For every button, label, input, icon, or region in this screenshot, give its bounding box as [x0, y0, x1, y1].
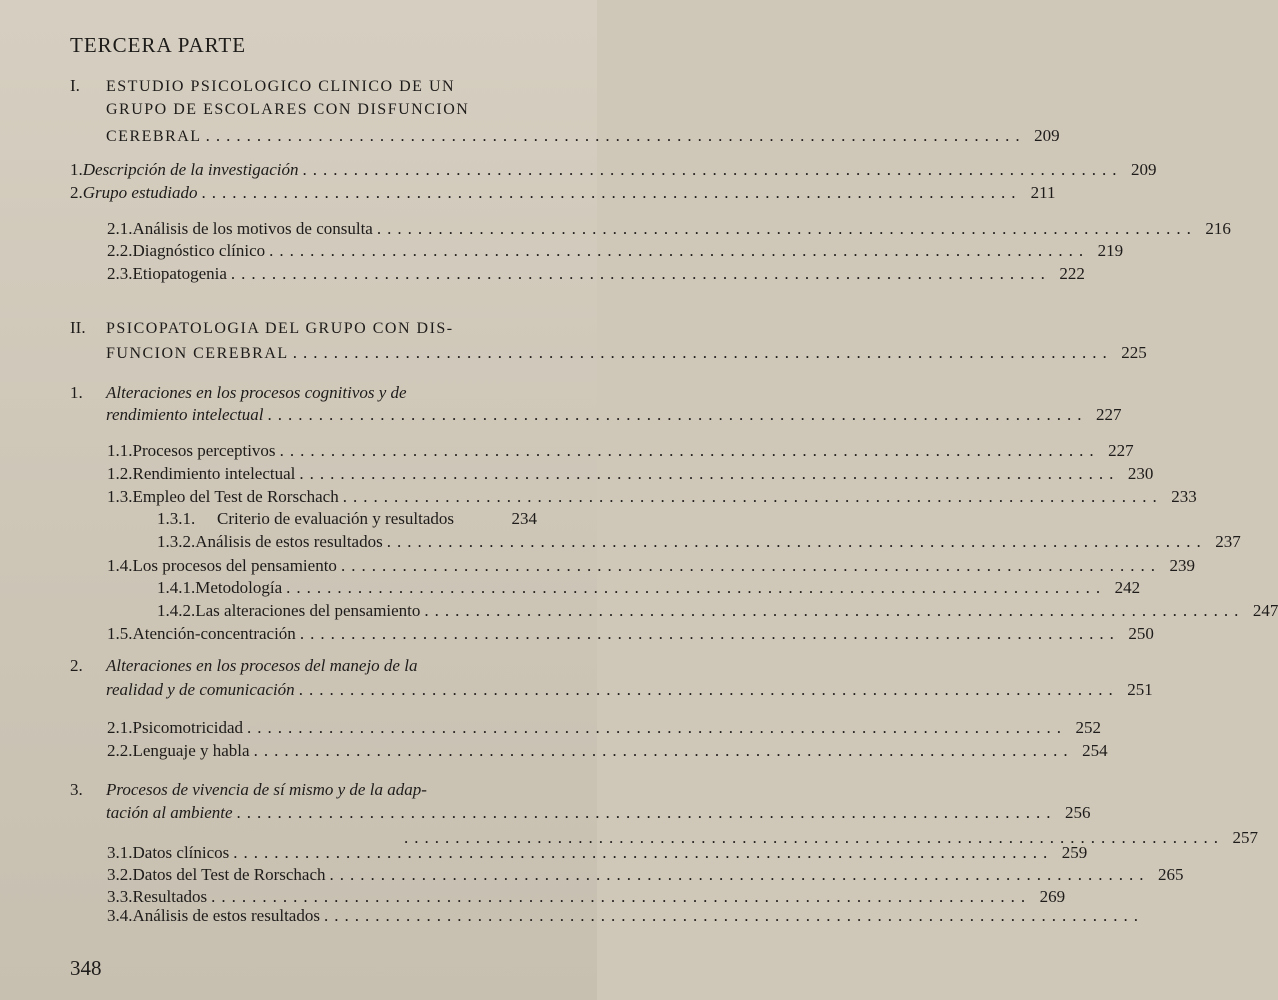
toc-entry-title: Criterio de evaluación y resultados	[217, 509, 454, 528]
toc-entry-title: realidad y de comunicación	[106, 680, 295, 699]
dot-leader: ................................................................................	[424, 601, 1245, 620]
dot-leader: ................................................................................	[211, 887, 1032, 906]
toc-entry-number: 1.3.	[107, 487, 133, 506]
toc-entry-number: 3.	[70, 780, 83, 799]
toc-entry	[106, 405, 1122, 429]
toc-entry	[107, 741, 1108, 765]
toc-entry-title: Grupo estudiado	[82, 183, 198, 202]
toc-entry-number: 2.1.	[107, 718, 133, 737]
toc-entry-page: 222	[1059, 264, 1085, 283]
toc-entry-page: 250	[1128, 624, 1154, 643]
toc-entry-title: Rendimiento intelectual	[132, 464, 296, 483]
toc-entry-number: II.	[70, 318, 86, 337]
dot-leader: ................................................................................	[201, 183, 1022, 202]
toc-entry-page: 247	[1252, 601, 1278, 620]
dot-leader: ................................................................................	[246, 718, 1067, 737]
toc-entry-page: 211	[1030, 183, 1056, 202]
toc-entry	[70, 183, 1056, 207]
toc-entry	[107, 624, 1154, 648]
toc-entry-number: I.	[70, 76, 80, 95]
toc-entry	[107, 718, 1101, 742]
toc-entry-title: rendimiento intelectual	[106, 405, 264, 424]
toc-entry-page: 227	[1108, 441, 1134, 460]
toc-entry-page: 252	[1075, 718, 1101, 737]
toc-entry-number: 1.4.2.	[157, 601, 196, 620]
dot-leader: ................................................................................	[376, 219, 1197, 238]
toc-entry-title: FUNCION CEREBRAL	[106, 345, 289, 362]
toc-entry-title: Diagnóstico clínico	[132, 241, 266, 260]
dot-leader: ................................................................................	[342, 487, 1163, 506]
toc-entry-number: 1.4.	[107, 556, 133, 575]
dot-leader: ................................................................................	[253, 741, 1074, 760]
dot-leader: ................................................................................	[404, 828, 1224, 847]
toc-entry-page: 239	[1169, 556, 1195, 575]
dot-leader: ................................................................................	[267, 405, 1088, 424]
toc-entry-page: 254	[1082, 741, 1108, 760]
dot-leader: ................................................................................	[236, 803, 1057, 822]
toc-entry-title: ESTUDIO PSICOLOGICO CLINICO DE UN	[106, 78, 456, 95]
page-number: 348	[70, 956, 102, 980]
toc-entry-title: Los procesos del pensamiento	[132, 556, 337, 575]
toc-entry-page: 230	[1127, 464, 1154, 483]
toc-entry-title: Procesos perceptivos	[132, 441, 276, 460]
toc-entry-page: 259	[1061, 843, 1088, 862]
toc-entry	[157, 532, 1241, 556]
toc-entry-title: Etiopatogenia	[132, 264, 227, 283]
toc-entry	[70, 780, 537, 804]
toc-entry-number: 3.3.	[107, 887, 133, 906]
toc-entry-number: 1.	[70, 383, 83, 402]
toc-entry-title: Datos del Test de Rorschach	[132, 865, 326, 884]
toc-entry-title: CEREBRAL	[106, 128, 202, 145]
dot-leader: ................................................................................	[299, 464, 1120, 483]
toc-entry	[70, 383, 537, 407]
dot-leader: ................................................................................	[340, 556, 1161, 575]
toc-entry-title: Lenguaje y habla	[132, 741, 250, 760]
dot-leader: ................................................................................	[233, 843, 1054, 862]
toc-entry-number: 2.	[70, 656, 83, 675]
toc-entry-page: 237	[1215, 532, 1241, 551]
toc-entry-number: 1.4.1.	[157, 578, 196, 597]
toc-entry	[106, 803, 1091, 827]
toc-entry-page: 225	[1121, 343, 1147, 362]
toc-entry-number: 3.1.	[107, 843, 133, 862]
toc-entry-title: Análisis de los motivos de consulta	[132, 219, 373, 238]
dot-leader: ................................................................................	[230, 264, 1051, 283]
toc-entry	[70, 318, 537, 342]
toc-entry-number: 2.	[70, 183, 83, 202]
toc-entry-page: 251	[1127, 680, 1153, 699]
dot-leader: ................................................................................	[329, 865, 1150, 884]
toc-entry-title: Alteraciones en los procesos del manejo de la	[106, 656, 418, 675]
toc-entry	[107, 219, 1231, 243]
dot-leader: ................................................................................	[286, 578, 1107, 597]
toc-entry-title: Resultados	[132, 887, 208, 906]
toc-entry-number: 1.	[70, 160, 83, 179]
toc-entry-number: 3.2.	[107, 865, 133, 884]
dot-leader: ................................................................................	[205, 126, 1026, 145]
toc-entry	[70, 76, 537, 100]
toc-entry-page: 209	[1034, 126, 1060, 145]
toc-entry-title: Análisis de estos resultados	[132, 906, 320, 925]
dot-leader: ................................................................................	[292, 343, 1113, 362]
toc-entry-number: 2.1.	[107, 219, 133, 238]
toc-entry-number: 1.5.	[107, 624, 133, 643]
toc-entry-page: 269	[1039, 887, 1066, 906]
toc-entry	[107, 556, 1195, 580]
toc-entry	[157, 601, 1278, 625]
dot-leader: ................................................................................	[279, 441, 1100, 460]
toc-entry-title: Descripción de la investigación	[82, 160, 299, 179]
toc-entry	[70, 160, 1157, 184]
toc-entry-title: Datos clínicos	[132, 843, 230, 862]
toc-entry-title: Empleo del Test de Rorschach	[132, 487, 339, 506]
toc-entry	[107, 441, 1134, 465]
toc-entry	[157, 509, 537, 533]
toc-entry	[106, 680, 1153, 704]
toc-entry	[106, 126, 1060, 150]
toc-entry-number: 2.2.	[107, 741, 133, 760]
toc-entry-title: tación al ambiente	[106, 803, 233, 822]
toc-entry	[107, 241, 1124, 265]
toc-entry-title: Atención-concentración	[132, 624, 296, 643]
part-title: TERCERA PARTE	[70, 33, 247, 57]
toc-entry	[106, 101, 537, 125]
toc-entry-page: 233	[1171, 487, 1197, 506]
toc-entry-page: 242	[1114, 578, 1141, 597]
toc-entry	[107, 865, 1184, 889]
toc-entry-title: GRUPO DE ESCOLARES CON DISFUNCION	[106, 101, 470, 118]
toc-entry	[157, 578, 1141, 602]
toc-entry-page: 256	[1065, 803, 1091, 822]
toc-entry-title: Análisis de estos resultados	[195, 532, 383, 551]
toc-entry-title: PSICOPATOLOGIA DEL GRUPO CON DIS-	[106, 320, 454, 337]
toc-entry-page: 219	[1097, 241, 1124, 260]
dot-leader: ................................................................................	[386, 532, 1207, 551]
dot-leader: ................................................................................	[323, 906, 1144, 925]
toc-entry	[107, 906, 1144, 930]
dot-leader: ................................................................................	[299, 624, 1120, 643]
toc-entry-page: 209	[1131, 160, 1157, 179]
toc-entry-number: 3.4.	[107, 906, 133, 925]
toc-entry-page: 257	[1232, 828, 1258, 847]
toc-entry	[107, 487, 1197, 511]
toc-entry	[107, 264, 1085, 288]
toc-entry-number: 1.3.1.	[157, 509, 196, 528]
toc-entry-page: 265	[1158, 865, 1184, 884]
dot-leader: ................................................................................	[302, 160, 1123, 179]
dot-leader: ................................................................................	[298, 680, 1119, 699]
toc-entry-page: 227	[1096, 405, 1122, 424]
toc-entry-title: Psicomotricidad	[132, 718, 243, 737]
toc-entry	[106, 343, 1147, 367]
toc-entry-title: Las alteraciones del pensamiento	[195, 601, 421, 620]
toc-entry-number: 1.3.2.	[157, 532, 196, 551]
toc-entry-number: 2.3.	[107, 264, 133, 283]
toc-entry-title: Alteraciones en los procesos cognitivos y de	[106, 383, 407, 402]
toc-entry-title: Procesos de vivencia de sí mismo y de la adap-	[106, 780, 427, 799]
toc-entry-number: 1.1.	[107, 441, 133, 460]
toc-entry-page: 234	[511, 509, 537, 528]
toc-entry	[107, 843, 1088, 867]
toc-entry-title: Metodología	[195, 578, 283, 597]
dot-leader: ................................................................................	[269, 241, 1090, 260]
toc-entry	[107, 464, 1154, 488]
toc-entry-number: 2.2.	[107, 241, 133, 260]
toc-entry-number: 1.2.	[107, 464, 133, 483]
toc-entry-page: 216	[1205, 219, 1231, 238]
toc-entry	[70, 656, 537, 680]
